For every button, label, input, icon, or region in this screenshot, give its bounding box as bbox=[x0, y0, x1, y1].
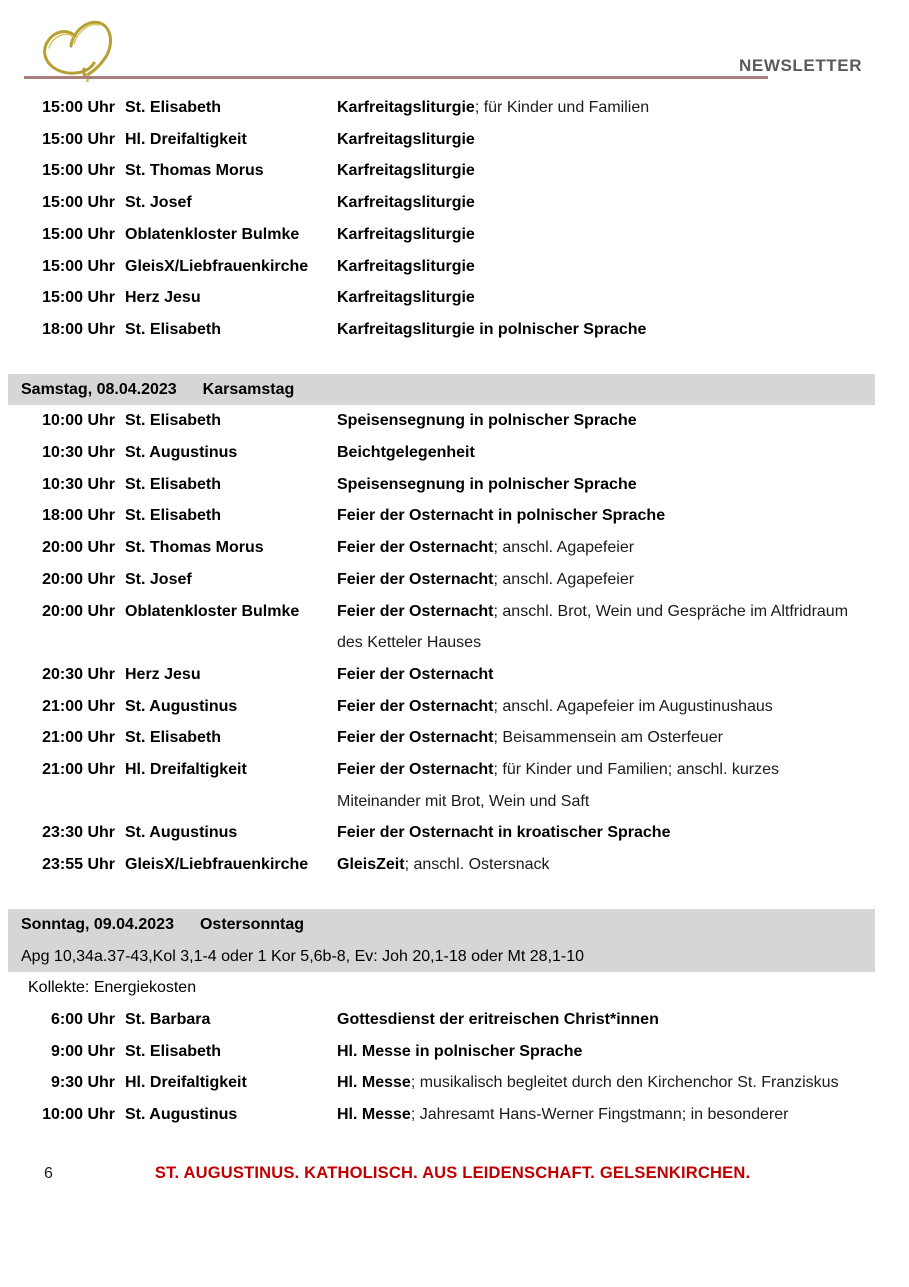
page-number: 6 bbox=[44, 1164, 53, 1182]
schedule-row bbox=[28, 754, 875, 817]
event-title: Karfreitagsliturgie bbox=[337, 99, 475, 116]
event-time: 21:00 Uhr bbox=[42, 729, 115, 747]
event-description bbox=[337, 691, 857, 723]
event-description bbox=[337, 564, 857, 596]
event-description bbox=[337, 405, 857, 437]
event-description bbox=[337, 124, 857, 156]
schedule-row bbox=[28, 659, 875, 691]
event-time: 15:00 Uhr bbox=[42, 194, 115, 212]
event-location: St. Elisabeth bbox=[125, 475, 222, 493]
event-title: Feier der Osternacht bbox=[337, 602, 494, 620]
event-title: Karfreitagsliturgie bbox=[337, 289, 475, 307]
schedule-row bbox=[28, 500, 875, 532]
event-location: Hl. Dreifaltigkeit bbox=[125, 130, 247, 148]
event-time: 15:00 Uhr bbox=[42, 162, 115, 180]
day-date: Samstag, 08.04.2023 bbox=[21, 380, 177, 398]
day-header-bar bbox=[8, 909, 875, 972]
page-header bbox=[0, 0, 909, 92]
event-location: Oblatenkloster Bulmke bbox=[125, 602, 300, 620]
event-location: St. Elisabeth bbox=[125, 412, 222, 430]
event-title: Gottesdienst der eritreischen Christ*innen bbox=[337, 1010, 659, 1028]
schedule-row bbox=[28, 849, 875, 881]
event-time: 10:00 Uhr bbox=[42, 1106, 115, 1124]
schedule-row bbox=[28, 282, 875, 314]
schedule-row bbox=[28, 92, 875, 124]
event-location: St. Elisabeth bbox=[125, 1042, 222, 1060]
event-time: 21:00 Uhr bbox=[42, 761, 115, 779]
event-time: 15:00 Uhr bbox=[42, 99, 115, 116]
event-location: St. Thomas Morus bbox=[125, 162, 264, 180]
day-header-bar bbox=[8, 374, 875, 406]
event-location: St. Elisabeth bbox=[125, 99, 222, 116]
event-description bbox=[337, 314, 857, 346]
event-title: Hl. Messe in polnischer Sprache bbox=[337, 1042, 583, 1060]
schedule-row bbox=[28, 155, 875, 187]
event-location: GleisX/Liebfrauenkirche bbox=[125, 856, 309, 874]
event-location: St. Elisabeth bbox=[125, 507, 222, 525]
event-location: St. Elisabeth bbox=[125, 729, 222, 747]
event-location: Herz Jesu bbox=[125, 289, 201, 307]
event-description bbox=[337, 722, 857, 754]
event-detail: ; musikalisch begleitet durch den Kirchenchor St. Franziskus bbox=[410, 1074, 839, 1092]
event-time: 10:30 Uhr bbox=[42, 444, 115, 462]
event-description bbox=[337, 92, 857, 124]
event-time: 23:55 Uhr bbox=[42, 856, 115, 874]
event-detail: ; Beisammensein am Osterfeuer bbox=[493, 729, 723, 747]
event-title: Karfreitagsliturgie bbox=[337, 257, 475, 275]
event-description bbox=[337, 282, 857, 314]
event-location: Hl. Dreifaltigkeit bbox=[125, 1074, 247, 1092]
event-title: Karfreitagsliturgie bbox=[337, 130, 475, 148]
event-time: 6:00 Uhr bbox=[50, 1010, 115, 1028]
event-time: 18:00 Uhr bbox=[42, 507, 115, 525]
schedule-row bbox=[28, 1099, 875, 1131]
event-title: GleisZeit bbox=[337, 856, 405, 874]
event-title: Karfreitagsliturgie bbox=[337, 162, 475, 180]
day-date: Sonntag, 09.04.2023 bbox=[21, 915, 174, 933]
event-location: St. Augustinus bbox=[125, 697, 238, 715]
schedule-row bbox=[28, 1036, 875, 1068]
event-title: Hl. Messe bbox=[337, 1106, 411, 1124]
event-location: St. Barbara bbox=[125, 1010, 211, 1028]
event-detail: ; anschl. Brot, Wein und Gespräche im Altfridraum des Ketteler Hauses bbox=[337, 602, 849, 652]
event-title: Feier der Osternacht bbox=[337, 539, 494, 557]
event-time: 9:30 Uhr bbox=[50, 1074, 115, 1092]
event-time: 23:30 Uhr bbox=[42, 824, 115, 842]
event-detail: ; anschl. Agapefeier bbox=[493, 539, 635, 557]
schedule-row bbox=[28, 314, 875, 346]
heart-logo-icon bbox=[38, 14, 120, 82]
event-description bbox=[337, 1004, 857, 1036]
collection-note: Kollekte: Energiekosten bbox=[28, 979, 197, 997]
schedule-row bbox=[28, 469, 875, 501]
event-location: St. Augustinus bbox=[125, 1106, 238, 1124]
event-detail: ; für Kinder und Familien bbox=[474, 99, 650, 116]
event-location: Herz Jesu bbox=[125, 665, 201, 683]
day-header-line bbox=[21, 374, 875, 406]
event-description bbox=[337, 500, 857, 532]
event-description bbox=[337, 469, 857, 501]
section-gap bbox=[28, 881, 875, 909]
event-location: GleisX/Liebfrauenkirche bbox=[125, 257, 309, 275]
day-name: Ostersonntag bbox=[199, 915, 304, 933]
event-time: 10:00 Uhr bbox=[42, 412, 115, 430]
event-location: St. Josef bbox=[125, 570, 192, 588]
event-title: Beichtgelegenheit bbox=[337, 444, 475, 462]
schedule-row bbox=[28, 691, 875, 723]
schedule bbox=[0, 92, 909, 1131]
event-description bbox=[337, 437, 857, 469]
schedule-row bbox=[28, 1004, 875, 1036]
event-location: Hl. Dreifaltigkeit bbox=[125, 761, 247, 779]
schedule-row bbox=[28, 219, 875, 251]
event-description bbox=[337, 659, 857, 691]
event-title: Feier der Osternacht bbox=[337, 570, 494, 588]
event-detail: ; anschl. Agapefeier bbox=[493, 570, 635, 588]
event-description bbox=[337, 596, 857, 659]
event-time: 20:00 Uhr bbox=[42, 602, 115, 620]
event-time: 10:30 Uhr bbox=[42, 475, 115, 493]
event-location: St. Elisabeth bbox=[125, 320, 222, 338]
event-time: 21:00 Uhr bbox=[42, 697, 115, 715]
event-detail: ; anschl. Agapefeier im Augustinushaus bbox=[493, 697, 773, 715]
header-rule bbox=[24, 76, 768, 79]
newsletter-label: NEWSLETTER bbox=[739, 56, 863, 75]
page-footer bbox=[0, 1158, 909, 1190]
event-time: 9:00 Uhr bbox=[50, 1042, 115, 1060]
event-description bbox=[337, 1099, 857, 1131]
event-description bbox=[337, 1036, 857, 1068]
event-title: Feier der Osternacht bbox=[337, 729, 494, 747]
event-detail: ; anschl. Ostersnack bbox=[404, 856, 550, 874]
event-description bbox=[337, 155, 857, 187]
event-description bbox=[337, 1067, 857, 1099]
event-detail: ; für Kinder und Familien; anschl. kurzes Miteinander mit Brot, Wein und Saft bbox=[337, 761, 779, 810]
event-description bbox=[337, 251, 857, 283]
event-description bbox=[337, 849, 857, 881]
event-location: St. Josef bbox=[125, 194, 192, 212]
event-title: Feier der Osternacht in polnischer Sprache bbox=[337, 507, 666, 525]
event-location: St. Thomas Morus bbox=[125, 539, 264, 557]
event-title: Karfreitagsliturgie bbox=[337, 225, 475, 243]
schedule-row bbox=[28, 1067, 875, 1099]
schedule-row bbox=[28, 817, 875, 849]
event-time: 20:00 Uhr bbox=[42, 539, 115, 557]
event-title: Karfreitagsliturgie bbox=[337, 194, 475, 212]
schedule-row bbox=[28, 251, 875, 283]
event-time: 15:00 Uhr bbox=[42, 257, 115, 275]
event-description bbox=[337, 187, 857, 219]
footer-slogan: ST. AUGUSTINUS. KATHOLISCH. AUS LEIDENSCHAFT. GELSENKIRCHEN. bbox=[154, 1163, 751, 1182]
event-time: 20:00 Uhr bbox=[42, 570, 115, 588]
event-time: 20:30 Uhr bbox=[42, 665, 115, 683]
event-description bbox=[337, 219, 857, 251]
event-title: Speisensegnung in polnischer Sprache bbox=[337, 475, 637, 493]
schedule-row bbox=[28, 596, 875, 659]
schedule-row bbox=[28, 564, 875, 596]
event-description bbox=[337, 532, 857, 564]
event-title: Feier der Osternacht in kroatischer Sprache bbox=[337, 824, 671, 842]
event-time: 18:00 Uhr bbox=[42, 320, 115, 338]
event-time: 15:00 Uhr bbox=[42, 130, 115, 148]
event-title: Feier der Osternacht bbox=[337, 697, 494, 715]
event-time: 15:00 Uhr bbox=[42, 225, 115, 243]
event-time: 15:00 Uhr bbox=[42, 289, 115, 307]
day-header-line bbox=[21, 909, 875, 941]
schedule-row bbox=[28, 187, 875, 219]
event-location: St. Augustinus bbox=[125, 824, 238, 842]
day-readings: Apg 10,34a.37-43,Kol 3,1-4 oder 1 Kor 5,6b-8, Ev: Joh 20,1-18 oder Mt 28,1-10 bbox=[21, 947, 585, 965]
event-title: Hl. Messe bbox=[337, 1074, 411, 1092]
event-title: Feier der Osternacht bbox=[337, 665, 494, 683]
section-gap bbox=[28, 346, 875, 374]
event-title: Feier der Osternacht bbox=[337, 761, 494, 779]
event-description bbox=[337, 754, 857, 817]
schedule-row bbox=[28, 405, 875, 437]
schedule-row bbox=[28, 437, 875, 469]
event-description bbox=[337, 817, 857, 849]
event-detail: ; Jahresamt Hans-Werner Fingstmann; in besonderer bbox=[410, 1106, 789, 1124]
schedule-row bbox=[28, 124, 875, 156]
event-title: Karfreitagsliturgie in polnischer Sprache bbox=[337, 320, 647, 338]
schedule-row bbox=[28, 532, 875, 564]
day-name: Karsamstag bbox=[202, 380, 295, 398]
schedule-row bbox=[28, 722, 875, 754]
event-title: Speisensegnung in polnischer Sprache bbox=[337, 412, 637, 430]
event-location: Oblatenkloster Bulmke bbox=[125, 225, 300, 243]
event-location: St. Augustinus bbox=[125, 444, 238, 462]
